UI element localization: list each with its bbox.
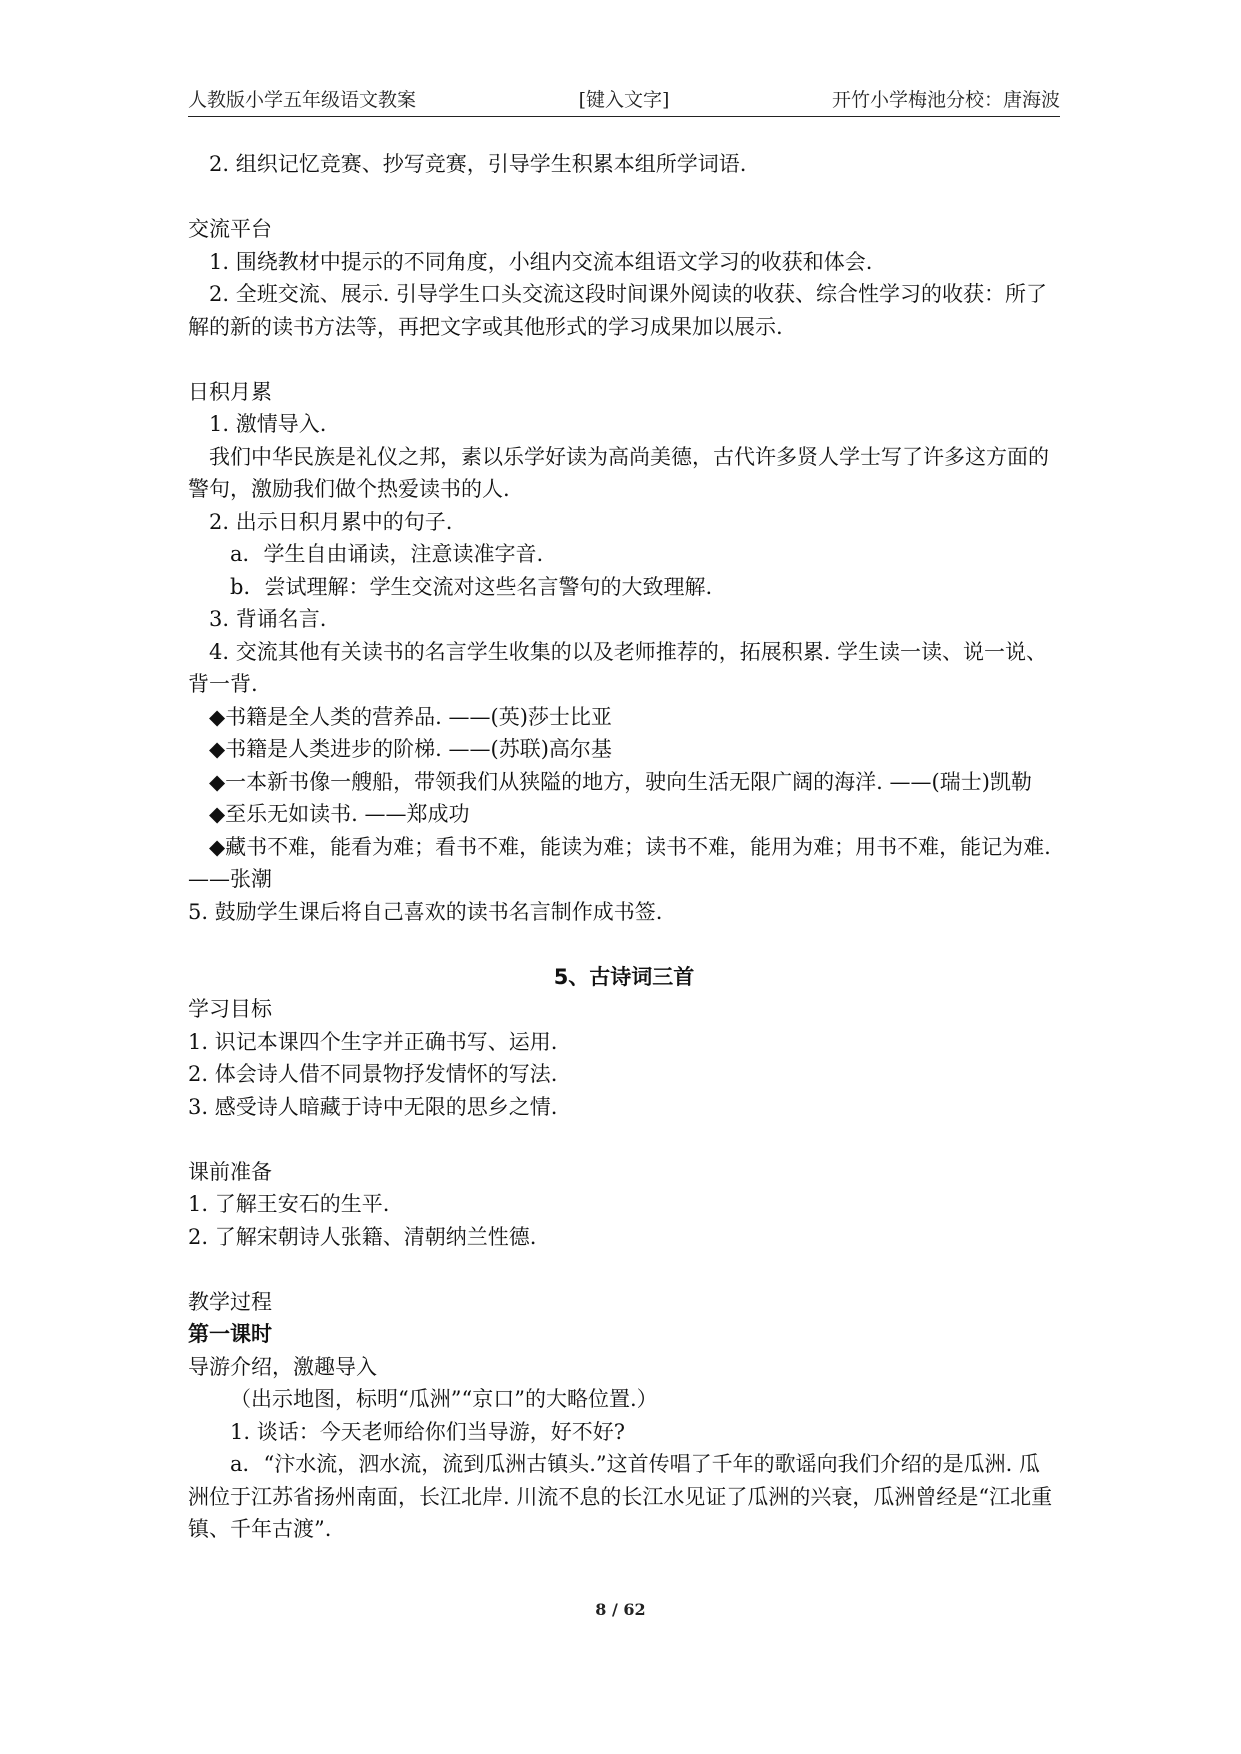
list-item: 2. 了解宋朝诗人张籍、清朝纳兰性德.	[188, 1224, 537, 1249]
quote-item: ◆至乐无如读书. ——郑成功	[209, 802, 470, 826]
header-left-text: 人教版小学五年级语文教案	[188, 89, 417, 111]
section-heading: 课前准备	[188, 1159, 272, 1184]
section-heading: 日积月累	[188, 379, 272, 404]
page-number: 8 / 62	[595, 1600, 646, 1619]
paragraph: 我们中华民族是礼仪之邦，素以乐学好读为高尚美德，古代许多贤人学士写了许多这方面的警句，激励我们做个热爱读书的人.	[188, 444, 1049, 501]
paragraph: 2. 组织记忆竞赛、抄写竞赛，引导学生积累本组所学词语.	[209, 152, 747, 176]
list-item: 1. 了解王安石的生平.	[188, 1192, 390, 1216]
section-heading: 教学过程	[188, 1289, 272, 1314]
paragraph: 1. 围绕教材中提示的不同角度，小组内交流本组语文学习的收获和体会.	[209, 249, 873, 274]
paragraph: 2. 全班交流、展示. 引导学生口头交流这段时间课外阅读的收获、综合性学习的收获：所了解的新的读书方法等，再把文字或其他形式的学习成果加以展示.	[188, 282, 1048, 339]
quote-item: ◆书籍是人类进步的阶梯. ——(苏联)高尔基	[209, 737, 612, 761]
paragraph: 4. 交流其他有关读书的名言学生收集的以及老师推荐的，拓展积累. 学生读一读、说一说、背一背.	[188, 639, 1048, 696]
list-item: a．学生自由诵读，注意读准字音.	[230, 542, 544, 566]
header-center-text: [键入文字]	[578, 89, 670, 111]
quote-item: ◆书籍是全人类的营养品. ——(英)莎士比亚	[209, 704, 612, 729]
section-heading: 交流平台	[188, 217, 272, 241]
document-body	[188, 148, 1060, 1546]
paragraph: 5. 鼓励学生课后将自己喜欢的读书名言制作成书签.	[188, 899, 663, 924]
header-right-text: 开竹小学梅池分校：唐海波	[831, 89, 1060, 111]
period-heading: 第一课时	[188, 1322, 272, 1346]
list-item: b．尝试理解：学生交流对这些名言警句的大致理解.	[230, 574, 713, 599]
paragraph: 2. 出示日积月累中的句子.	[209, 509, 453, 534]
quote-item: ◆藏书不难，能看为难；看书不难，能读为难；读书不难，能用为难；用书不难，能记为难. ——张潮	[188, 834, 1051, 891]
paragraph: 1. 谈话：今天老师给你们当导游，好不好?	[230, 1419, 625, 1444]
lesson-title: 5、古诗词三首	[553, 964, 695, 989]
quote-item: ◆一本新书像一艘船，带领我们从狭隘的地方，驶向生活无限广阔的海洋. ——(瑞士)凯勒	[209, 769, 1032, 794]
paragraph: a．“汴水流，泗水流，流到瓜洲古镇头.”这首传唱了千年的歌谣向我们介绍的是瓜洲. 瓜洲位于江苏省扬州南面，长江北岸. 川流不息的长江水见证了瓜洲的兴衰，瓜洲曾经是“江北重镇、千年古渡”.	[188, 1452, 1053, 1541]
page-header	[188, 86, 1060, 117]
subsection-heading: 导游介绍，激趣导入	[188, 1354, 377, 1379]
list-item: 2. 体会诗人借不同景物抒发情怀的写法.	[188, 1062, 558, 1086]
paragraph: 1. 激情导入.	[209, 412, 327, 436]
section-heading: 学习目标	[188, 997, 272, 1021]
paragraph: （出示地图，标明“瓜洲”“京口”的大略位置.）	[230, 1387, 658, 1411]
list-item: 3. 感受诗人暗藏于诗中无限的思乡之情.	[188, 1094, 558, 1119]
paragraph: 3. 背诵名言.	[209, 607, 327, 631]
list-item: 1. 识记本课四个生字并正确书写、运用.	[188, 1029, 558, 1054]
